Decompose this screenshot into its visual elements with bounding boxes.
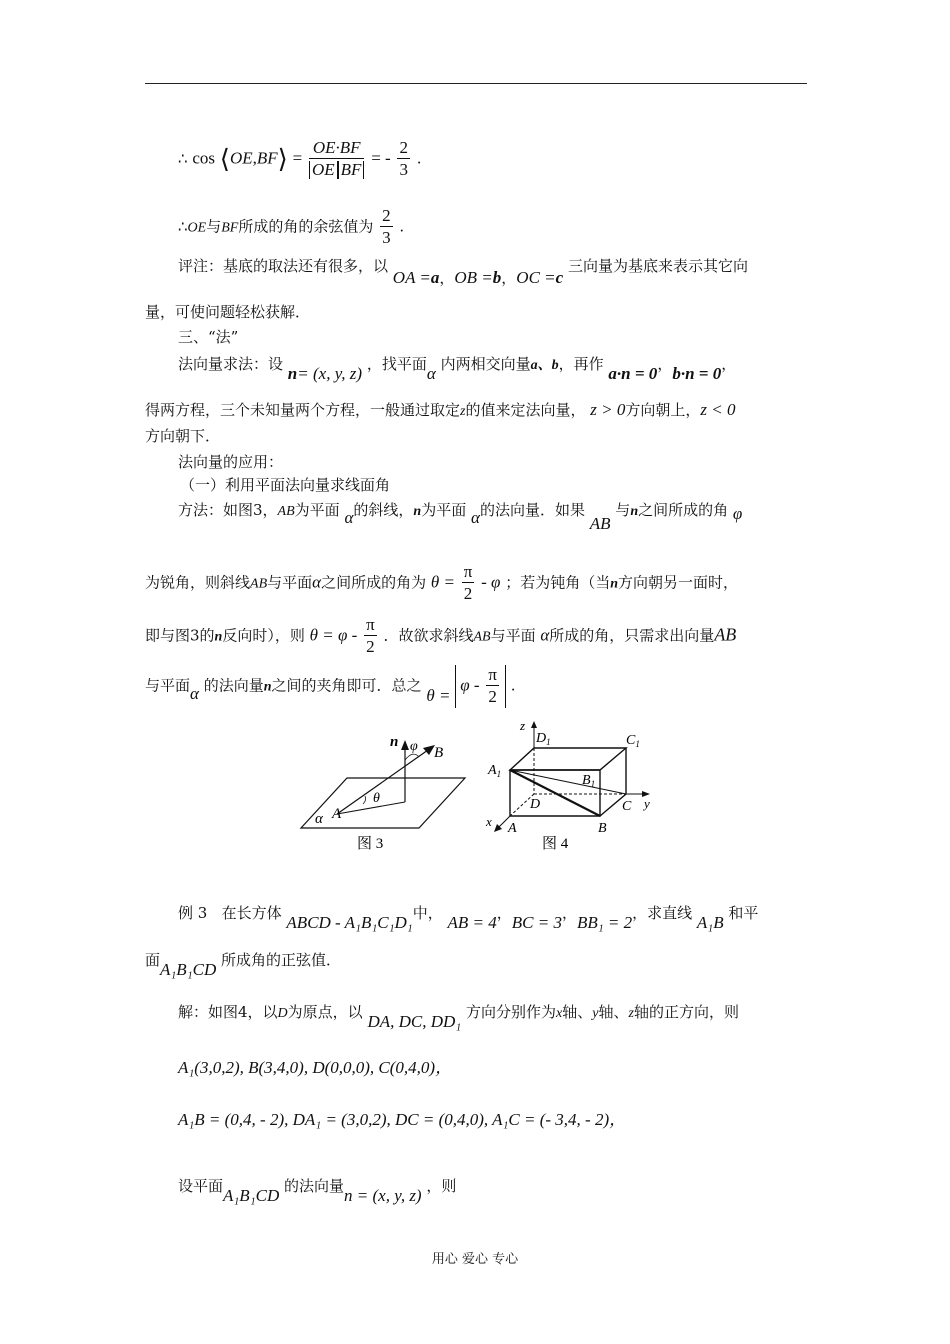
fig3-n-label: n <box>390 734 399 750</box>
fig4-c-label: C <box>622 799 632 814</box>
cosine-result-line: ∴OE与BF所成的角的余弦值为 $\frac{2}{3}$ . <box>178 206 405 247</box>
fig4-c1-label: $C_1$ <box>626 733 640 749</box>
cos-fraction: $\frac{OE\cdot BF}{\text{OE BF}}$ <box>309 138 364 181</box>
fig4-a-label: A <box>508 821 517 836</box>
vectors-line: A₁B = (0,4, - 2), DA₁ = (3,0,2), DC = (0,4,0), A₁C = (- 3,4, - 2)， <box>178 1110 627 1129</box>
method-line-3: 即与图3的n反向时），则 θ = φ - $\frac{\pi}{2}$ ．故欲求斜线AB与平面 α所成的角，只需求出向量AB <box>145 615 737 656</box>
therefore-symbol: ∴ <box>178 149 188 168</box>
fig4-a1-label: $A_1$ <box>488 763 502 779</box>
method-line-1: 方法：如图3，AB为平面 α的斜线，n为平面 α的法向量．如果 AB 与n之间所成的角 φ <box>178 501 743 533</box>
vector-bf: BF <box>256 148 278 168</box>
fig3-theta-label: θ <box>373 791 380 806</box>
fig4-d-label: D <box>530 797 541 812</box>
fig4-d1-label: $D_1$ <box>536 731 551 747</box>
fig4-caption: 图 4 <box>542 836 569 852</box>
section-heading-3: 三、“法” <box>178 328 239 346</box>
pi-over-two: $\frac{\pi}{2}$ <box>463 562 473 603</box>
fig3-caption: 图 3 <box>357 836 384 852</box>
vector-oe: OE <box>229 148 253 168</box>
fig4-b-label: B <box>598 821 607 836</box>
example-3-line-2: 面A₁B₁CD 所成角的正弦值． <box>145 951 342 979</box>
fig3-a-label: A <box>332 806 342 822</box>
cos-formula: ∴ cos ⟨OE,BF⟩ = $\frac{OE\cdot BF}{\text{OE BF}}$ = - $\frac{2}{3}$ . <box>178 138 422 179</box>
equations-line-2: 方向朝下． <box>145 427 221 445</box>
remark-line-2: 量，可使问题轻松获解． <box>145 303 311 321</box>
application-heading: 法向量的应用： <box>178 453 284 471</box>
set-normal-line: 设平面A₁B₁CD 的法向量n = (x, y, z) ，则 <box>178 1177 457 1205</box>
fig4-b1-label: $B_1$ <box>582 773 596 789</box>
two-thirds-fraction: $\frac{2}{3}$ <box>399 138 408 179</box>
equations-line: 得两方程，三个未知量两个方程，一般通过取定z的值来定法向量， z > 0方向朝上，z < 0 <box>145 400 736 419</box>
fig3-alpha-label: α <box>315 811 323 827</box>
coordinates-line: A₁(3,0,2), B(3,4,0), D(0,0,0), C(0,4,0)， <box>178 1058 453 1077</box>
figure-4 <box>482 718 672 858</box>
header-rule <box>145 83 807 84</box>
fig4-x-label: x <box>486 814 492 829</box>
cos-label: cos <box>192 148 215 168</box>
fig4-y-label: y <box>644 796 650 811</box>
figure-3 <box>295 730 475 855</box>
solution-line-1: 解：如图4，以D为原点，以 DA, DC, DD₁ 方向分别作为x轴、y轴、z轴的正方向，则 <box>178 1003 739 1031</box>
remark-line: 评注：基底的取法还有很多，以 OA =a，OB =b，OC =c 三向量为基底来表示其它向 <box>178 257 748 287</box>
example-3-line-1: 例 3 在长方体 ABCD - A₁B₁C₁D₁中， AB = 4，BC = 3，BB₁ = 2，求直线 A₁B 和平 <box>178 904 759 932</box>
page-footer: 用心 爱心 专心 <box>431 1252 519 1267</box>
normal-vector-method: 法向量求法：设 n= (x, y, z) ，找平面α 内两相交向量a、b，再作 a·n = 0，b·n = 0， <box>178 355 737 383</box>
fig3-b-label: B <box>434 745 444 761</box>
result-fraction: $\frac{2}{3}$ <box>382 206 391 247</box>
method-line-4: 与平面α 的法向量n之间的夹角即可．总之 θ = φ - $\frac{\pi}{2}$ . <box>145 665 516 706</box>
fig3-phi-label: φ <box>410 739 418 754</box>
pi-over-two-2: $\frac{\pi}{2}$ <box>366 615 375 656</box>
subsection-heading-1: （一）利用平面法向量求线面角 <box>180 476 391 494</box>
method-line-2: 为锐角，则斜线AB与平面α之间所成的角为 θ = $\frac{\pi}{2}$ - φ ；若为钝角（当n方向朝另一面时， <box>145 562 739 603</box>
fig4-z-label: z <box>520 718 526 733</box>
